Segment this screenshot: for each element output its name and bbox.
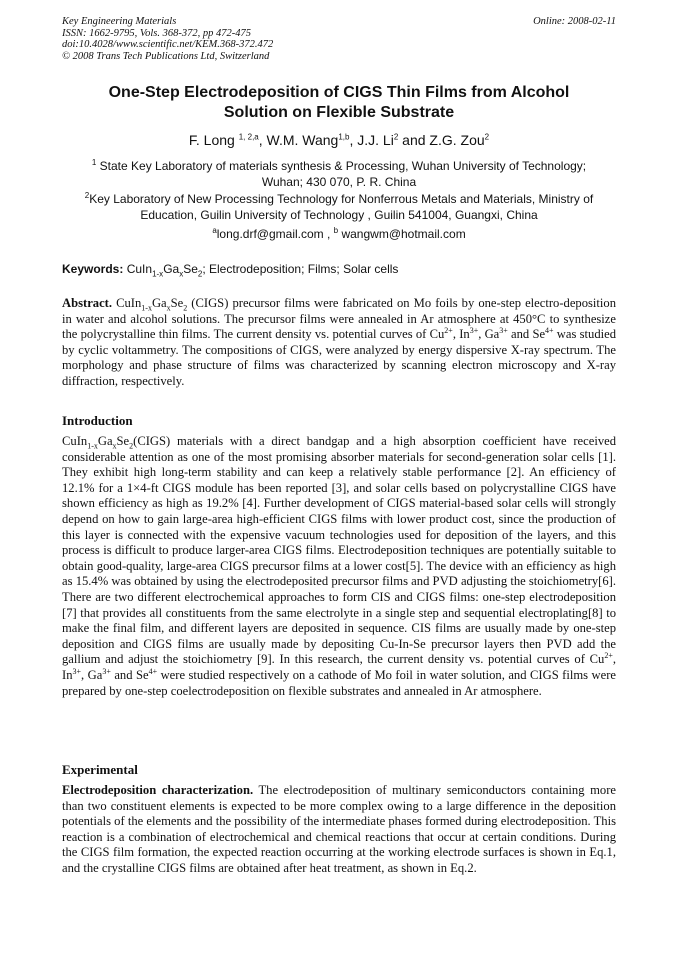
intro-text: CuIn [62, 434, 88, 448]
online-date: Online: 2008-02-11 [533, 16, 616, 27]
intro-text: , In [62, 652, 616, 682]
intro-sup: 3+ [72, 666, 82, 676]
author-1: F. Long [188, 132, 235, 148]
introduction-body [62, 434, 616, 699]
affiliation-2-text: Key Laboratory of New Processing Technology for Nonferrous Metals and Materials, Ministry of Education, Guilin University of Technology , Guilin 541004, Guangxi, China [89, 192, 594, 222]
keywords [62, 262, 616, 277]
keyword-cigs-sub2: x [179, 269, 184, 279]
abstract-text: Se [170, 296, 184, 310]
author-2-sup: 1,b [338, 132, 350, 142]
abstract-text: , Ga [478, 327, 500, 342]
intro-sup: 3+ [102, 666, 111, 676]
intro-sup: 4+ [148, 666, 158, 676]
journal-copyright: © 2008 Trans Tech Publications Ltd, Switzerland [62, 50, 270, 62]
journal-doi[interactable]: doi:10.4028/www.scientific.net/KEM.368-372.472 [62, 39, 274, 50]
intro-sub: 1-x [87, 441, 98, 451]
abstract-sup: 4+ [545, 326, 554, 335]
abstract-sup: 3+ [499, 326, 508, 335]
email-a-mark: a [212, 226, 217, 235]
abstract-label: Abstract. [62, 296, 113, 310]
intro-text: Se [116, 434, 130, 448]
affiliation-1-num: 1 [91, 158, 97, 167]
abstract-text: (CIGS) precursor films were fabricated on Mo foils by one-step electro-deposition in water and alcohol solutions. The precursor films were annealed in Ar atmosphere at 450°C to synthesize the polycrystalline thin films. The current density vs. potential curves of Cu [62, 296, 616, 342]
author-4: and Z.G. Zou [398, 132, 485, 148]
keyword-cigs-se: Se [183, 262, 198, 276]
abstract-sup: 3+ [469, 326, 479, 335]
abstract-text: CuIn [116, 296, 142, 310]
intro-text: Ga [97, 434, 113, 448]
author-list [62, 131, 616, 149]
author-2: , W.M. Wang [258, 132, 339, 148]
title-line-2: Solution on Flexible Substrate [223, 103, 455, 121]
intro-sup: 2+ [604, 651, 613, 661]
author-3-sup: 2 [393, 132, 399, 142]
keyword-cigs [126, 262, 203, 279]
abstract-text: and Se [507, 327, 546, 342]
abstract-sub: 1-x [141, 303, 152, 313]
affiliation-1-text: State Key Laboratory of materials synthesis & Processing, Wuhan University of Technology; Wuhan; 430 070, P. R. China [99, 159, 587, 189]
email-b[interactable]: wangwm@hotmail.com [341, 227, 466, 241]
intro-text: (CIGS) materials with a direct bandgap and a high absorption coefficient have received considerable attention as one of the most promising absorber materials for second-generation solar cells [1]. They exhibit high long-term stability and can keep a relatively stable performance [2]. An efficiency of 12.1% for a 1×4-ft CIGS module has been reported [3], and solar cells based on polycrystalline CIGS have shown efficiency as high as 19.2% [4]. Further development of CIGS material-based solar cells will strongly depend on how to gain large-area high-efficient CIGS films with lower product cost, since the production of this layer is connected with the expensive vacuum technologies used for deposition of the layers, and this process is difficult to produce larger-area CIGS films. Electrodeposition techniques are potentially suitable to obtain good-quality, large-area CIGS precursor films at a lower cost[5]. The device with an efficiency as high as 15.4% was obtained by using the electrodeposited precursor films and PVD adjusting the stoichiometry[6]. There are two different electrochemical approaches to form CIS and CIGS films: one-step electrodeposition [7] that provides all constituents from the same electrolyte in a single step and sequential electroplating[8] to make the final film, and different layers are deposited in sequence. CIS films are usually made by one-step deposition and CIGS films are usually made by depositing Cu-In-Se precursor layers then PVD add the gallium and adjust the stoichiometry [9]. In this research, the current density vs. potential curves of Cu [62, 434, 616, 667]
experimental-heading: Experimental [62, 762, 138, 777]
journal-name: Key Engineering Materials [62, 16, 177, 27]
journal-header [62, 16, 616, 62]
abstract-text: , In [452, 327, 470, 342]
affiliation-2 [72, 192, 606, 223]
abstract-sub: x [166, 303, 171, 313]
keyword-cigs-sub1: 1-x [152, 269, 164, 279]
keyword-cigs-sub3: 2 [197, 269, 203, 279]
introduction-heading: Introduction [62, 413, 133, 428]
intro-sub: 2 [129, 441, 134, 451]
keywords-rest: ; Electrodeposition; Films; Solar cells [202, 262, 399, 276]
author-3: , J.J. Li [349, 132, 394, 148]
paper-title [62, 83, 616, 122]
intro-sub: x [112, 441, 117, 451]
experimental-body [62, 783, 616, 877]
author-4-sup: 2 [484, 132, 490, 142]
abstract-sup: 2+ [444, 326, 453, 335]
email-line [62, 227, 616, 242]
abstract-text: Ga [151, 296, 167, 310]
email-a[interactable]: long.drf@gmail.com , [216, 227, 331, 241]
keywords-label: Keywords: [62, 262, 124, 276]
keyword-cigs-ga: Ga [163, 262, 180, 276]
journal-issn: ISSN: 1662-9795, Vols. 368-372, pp 472-475 [62, 27, 251, 39]
affiliation-1 [72, 159, 606, 190]
experimental-lead: Electrodeposition characterization. [62, 783, 254, 797]
affiliation-2-num: 2 [84, 191, 90, 200]
experimental-text: The electrodeposition of multinary semiconductors containing more than two constituent elements is expected to be more complex owing to a large difference in the deposition potentials of the elements and the possibility of the intermediate phases formed during electrodeposition. This reaction is a combination of electrochemical and chemical reactions that occur at certain conditions. During the CIGS film formation, the expected reaction occurring at the working electrode surfaces is shown in Eq.1, and the crystalline CIGS films are obtained after heat treatment, as shown in Eq.2. [62, 783, 616, 875]
keyword-cigs-cuin: CuIn [126, 262, 153, 276]
abstract-sub: 2 [183, 303, 188, 313]
author-1-sup: 1, 2,a [238, 132, 259, 142]
email-b-mark: b [333, 226, 339, 235]
intro-text: and Se [110, 667, 149, 682]
intro-text: were studied respectively on a cathode of Mo foil in water solution, and CIGS films were prepared by one-step coelectrodeposition on flexible substrates and annealed in Ar atmosphere. [62, 667, 617, 698]
title-line-1: One-Step Electrodeposition of CIGS Thin Films from Alcohol [108, 84, 570, 101]
intro-text: , Ga [81, 667, 103, 682]
abstract-text: was studied by cyclic voltammetry. The compositions of CIGS, were analyzed by energy dispersive X-ray spectrum. The morphology and phase structure of films was characterized by scanning electron microscopy and X-ray diffraction, respectively. [62, 327, 616, 388]
abstract [62, 296, 616, 390]
